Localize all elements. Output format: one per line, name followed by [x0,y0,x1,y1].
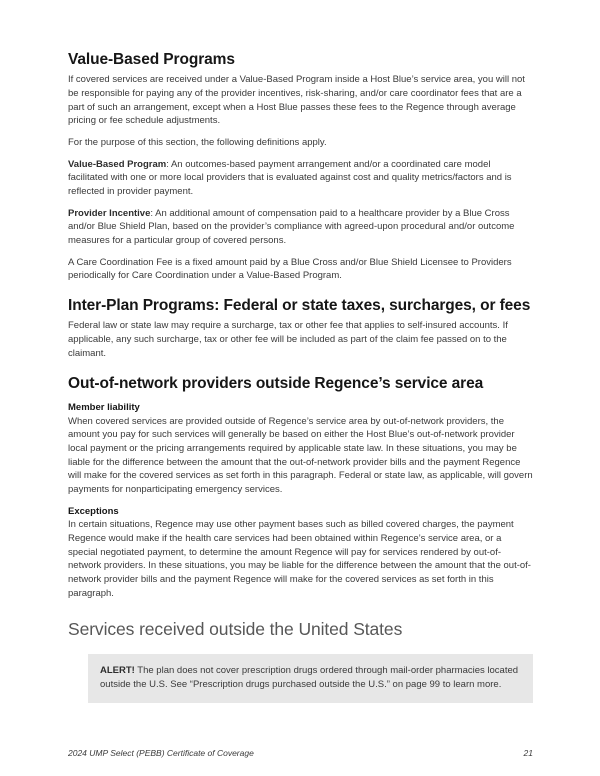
heading-inter-plan-programs: Inter-Plan Programs: Federal or state taxes, surcharges, or fees [68,297,531,315]
heading-out-of-network-providers: Out-of-network providers outside Regence’s service area [68,374,484,392]
paragraph-exceptions: In certain situations, Regence may use other payment bases such as billed covered charges, the payment Regence would make if the health care services had been obtained within Regence’s service area, or a special negotiated payment, to determine the amount Regence will pay for services rendered by out-of-network providers. In these situations, you may be liable for the difference between the amount that the out-of-network provider bills and the payment Regence will make for the covered services as set forth in this paragraph. [68,519,531,599]
paragraph-definition-value-based-program [68,158,533,199]
alert-paragraph [100,664,521,691]
definition-provider-incentive-text: : An additional amount of compensation paid to a healthcare provider by a Blue Cross and/or Blue Shield Plan, based on the provider’s compliance with agreed-upon procedural and/or outcome measures for a particular group of covered persons. [68,207,515,247]
page-footer [68,748,533,758]
footer-page-number: 21 [523,748,533,758]
paragraph-federal-state-law: Federal law or state law may require a surcharge, tax or other fee that applies to self-insured accounts. If applicable, any such surcharge, tax or other fee will be included as part of the claim fee passed on to the claimant. [68,320,508,359]
definition-value-based-program-text: : An outcomes-based payment arrangement and/or a coordinated care model facilitated with one or more local providers that is evaluated against cost and quality metrics/factors and is reflected in provider payment. [68,158,512,198]
subheading-exceptions: Exceptions [68,505,119,517]
paragraph-member-liability: When covered services are provided outside of Regence’s service area by out-of-network providers, the amount you pay for such services will generally be based on either the Host Blue’s out-of-network provider local payment or the pricing arrangements required by applicable state law. In these situations, you may be liable for the difference between the amount that the out-of-network provider bills and the payment Regence will make for the covered services as set forth in this paragraph. Federal or state law, as applicable, will govern payments for nonparticipating emergency services. [68,415,533,495]
paragraph-value-based-intro: If covered services are received under a Value-Based Program inside a Host Blue’s service area, you will not be responsible for paying any of the provider incentives, risk-sharing, and/or care coordinator fees that are a part of such an arrangement, except when a Host Blue passes these fees to the Regence through average pricing or fee schedule adjustments. [68,74,525,127]
paragraph-definitions-intro: For the purpose of this section, the following definitions apply. [68,137,327,149]
footer-document-title: 2024 UMP Select (PEBB) Certificate of Coverage [68,748,254,758]
alert-box [88,654,533,702]
alert-text: The plan does not cover prescription drugs ordered through mail-order pharmacies located outside the U.S. See “Prescription drugs purchased outside the U.S.” on page 99 to learn more. [100,665,519,691]
paragraph-definition-provider-incentive [68,207,533,248]
heading-services-outside-us: Services received outside the United States [68,619,403,640]
subheading-member-liability: Member liability [68,401,140,413]
term-provider-incentive: Provider Incentive [68,207,151,219]
paragraph-care-coordination-fee: A Care Coordination Fee is a fixed amount paid by a Blue Cross and/or Blue Shield Licensee to Providers periodically for Care Coordination under a Value-Based Program. [68,256,512,282]
heading-value-based-programs: Value-Based Programs [68,51,235,68]
alert-label: ALERT! [100,665,135,677]
term-value-based-program: Value-Based Program [68,158,167,170]
